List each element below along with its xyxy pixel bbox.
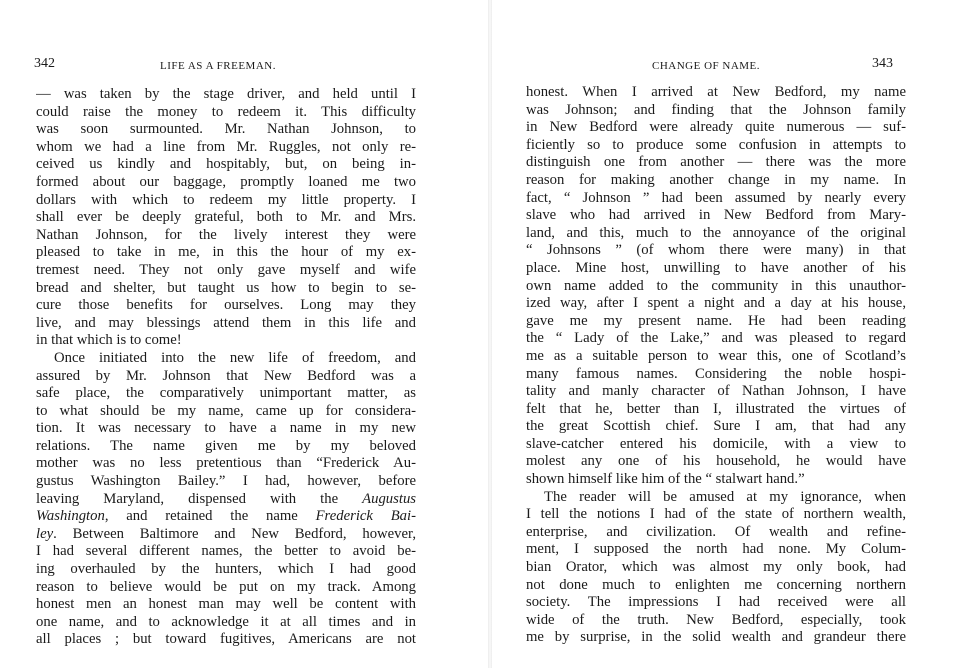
text-line: tremest need. They not only gave myself and wife [36,261,416,278]
text-line: all places ; but toward fugitives, Americans are not [36,631,416,648]
right-page [490,0,980,668]
text-line: to what should be my name, came up for considera- [36,402,416,419]
italic-name: Washington [36,508,105,525]
text-line: dollars with which to redeem my little property. I [36,191,416,208]
italic-name: ley [36,525,54,542]
text-line [36,491,416,509]
text-line: gave me my present name. He had been reading [526,312,906,329]
text-line: Once initiated into the new life of freedom, and [54,349,416,366]
text-line: fact, “ Johnson ” had been assumed by nearly every [526,189,906,206]
text-line: the great Scottish chief. Sure I am, that had any [526,418,906,435]
text-line: the “ Lady of the Lake,” and was pleased to regard [526,330,906,347]
text-line: tality and manly character of Nathan Johnson, I have [526,383,906,400]
text-line: many famous names. Considering the noble hospi- [526,365,906,382]
text-line: “ Johnsons ” (of whom there were many) in that [526,242,906,259]
text-line: I had several different names, the better to avoid be- [36,543,416,560]
text-line: safe place, the comparatively unimportant matter, as [36,385,416,402]
text-line: felt that he, better than I, illustrated the virtues of [526,400,906,417]
text-line: gustus Washington Bailey.” I had, however, before [36,473,416,490]
text-line: society. The impressions I had received were all [526,594,906,611]
text-line: ficiently so to produce some confusion in attempts to [526,136,906,153]
text-line: me by surprise, in the solid wealth and grandeur there [526,629,906,646]
text-line: could raise the money to redeem it. This difficulty [36,103,416,120]
text-line: live, and may blessings attend them in this life and [36,314,416,331]
text-line: one name, and to acknowledge it at all times and in [36,613,416,630]
text-line: assured by Mr. Johnson that New Bedford was a [36,367,416,384]
text-line: ing overhauled by the hunters, which I had good [36,561,416,578]
text-line: shall ever be deeply grateful, both to Mr. and Mrs. [36,209,416,226]
text-line: cure those benefits for ourselves. Long may they [36,297,416,314]
text-line [36,508,416,526]
text-line: wide of the truth. New Bedford, especially, took [526,611,906,628]
text-line: place. Mine host, unwilling to have another of his [526,259,906,276]
text-line: ceived us kindly and hospitably, but, on being in- [36,156,416,173]
text-line: tion. It was necessary to have a name in my new [36,420,416,437]
text-line: I tell the notions I had of the state of northern wealth, [526,506,906,523]
text-span: , and retained the name [104,508,316,525]
italic-name: Augustus [362,490,416,507]
text-line: in that which is to come! [36,332,182,349]
text-line: not done much to enlighten me concerning northern [526,576,906,593]
left-page-number: 342 [34,56,55,71]
text-line: The reader will be amused at my ignorance, when [544,488,906,505]
text-line: whom we had a line from Mr. Ruggles, not only re- [36,138,416,155]
text-line: in New Bedford were already quite numerous — suf- [526,119,906,136]
text-line: mother was no less pretentious than “Frederick Au- [36,455,416,472]
text-line: was soon surmounted. Mr. Nathan Johnson, to [36,121,416,138]
right-running-head: CHANGE OF NAME. [652,60,761,72]
left-running-head: LIFE AS A FREEMAN. [160,60,276,72]
text-line: me as a suitable person to wear this, one of Scotland’s [526,347,906,364]
text-line: molest any one of his household, he would have [526,453,906,470]
left-body-text [36,86,416,649]
text-line: bian Orator, which was almost my only book, had [526,559,906,576]
text-span: leaving Maryland, dispensed with the [36,490,363,507]
text-line: ment, I supposed the north had none. My Colum- [526,541,906,558]
text-line [36,526,416,544]
italic-name: Frederick Bai- [315,508,416,525]
text-line: relations. The name given me by my beloved [36,437,416,454]
text-line: honest men an honest man may well be content with [36,596,416,613]
text-line: distinguish one from another — there was the more [526,154,906,171]
text-line: pleased to take in me, in this the hour of my ex- [36,244,416,261]
text-line: enterprise, and civilization. Of wealth and refine- [526,523,906,540]
text-line: honest. When I arrived at New Bedford, my name [526,84,906,100]
text-line: shown himself like him of the “ stalwart hand.” [526,471,805,488]
text-line: ized way, after I spent a night and a day at his house, [526,295,906,312]
text-line: land, and this, much to the annoyance of the original [526,224,906,241]
text-span: . Between Baltimore and New Bedford, however, [53,525,416,542]
text-line: reason to believe would be put on my track. Among [36,578,416,595]
text-line: slave-catcher entered his domicile, with a view to [526,435,906,452]
text-line: Nathan Johnson, for the lively interest they were [36,226,416,243]
text-line: — was taken by the stage driver, and held until I [36,86,416,102]
text-line: slave who had arrived in New Bedford from Mary- [526,207,906,224]
text-line: own name added to the community in this unauthor- [526,277,906,294]
text-line: bread and shelter, but taught us how to begin to se- [36,279,416,296]
text-line: reason for making another change in my name. In [526,171,906,188]
right-page-number: 343 [872,56,893,71]
text-line: formed about our baggage, promptly loaned me two [36,173,416,190]
right-body-text [526,84,906,647]
text-line: was Johnson; and finding that the Johnson family [526,101,906,118]
